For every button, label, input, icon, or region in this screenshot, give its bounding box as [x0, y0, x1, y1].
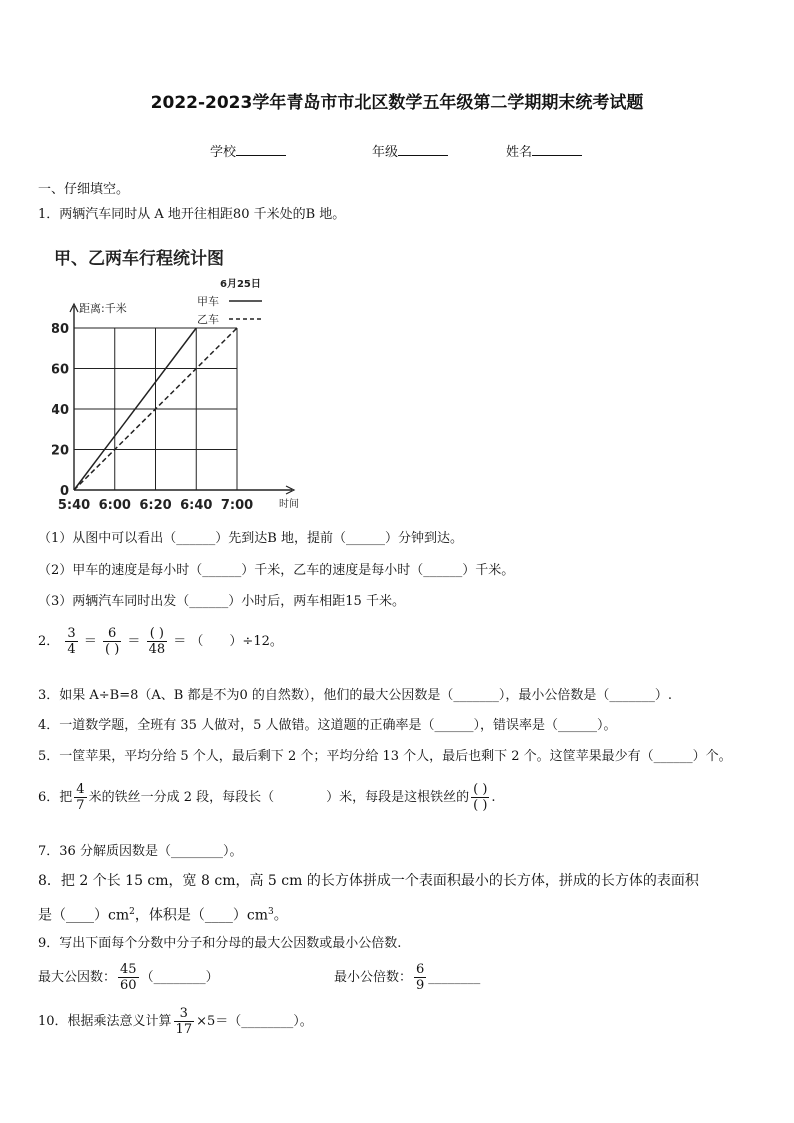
q10-fraction: $\frac{3}{17}$	[175, 1006, 193, 1037]
q8-part-b: ，体积是（____）cm	[134, 907, 268, 924]
q9-gcd-label: 最大公因数：	[38, 970, 117, 985]
page-title: 2022-2023学年青岛市市北区数学五年级第二学期期末统考试题	[150, 93, 644, 113]
q2-equals-1: ＝	[83, 634, 97, 649]
x-tick-label-0: 5:40	[57, 498, 91, 513]
section-heading: 一、仔细填空。	[38, 182, 130, 197]
q6-end: .	[491, 790, 496, 805]
question-10	[38, 1006, 313, 1037]
y-tick-label-40: 40	[52, 403, 69, 418]
question-5: 5．一筐苹果，平均分给 5 个人，最后剩下 2 个；平均分给 13 个人，最后也剩下 2 个。这筐苹果最少有（______）个。	[38, 749, 732, 764]
q9-lcm-blank[interactable]: ________	[428, 970, 481, 985]
school-blank[interactable]	[236, 143, 286, 156]
question-1-part-2: （2）甲车的速度是每小时（______）千米，乙车的速度是每小时（______）千米。	[38, 563, 515, 578]
chart-title: 甲、乙两车行程统计图	[54, 249, 224, 269]
q8-part-c: 。	[273, 907, 288, 924]
q8-sup-3: 3	[267, 907, 274, 917]
x-tick-label-2: 6:20	[139, 498, 172, 513]
grade-field[interactable]	[372, 141, 448, 160]
q2-tail: （ ）÷12。	[190, 634, 283, 649]
chart-svg	[52, 246, 312, 516]
question-1-part-1: （1）从图中可以看出（______）先到达B 地，提前（______）分钟到达。	[38, 531, 463, 546]
grade-blank[interactable]	[398, 143, 448, 156]
y-tick-label-20: 20	[52, 443, 69, 459]
name-field[interactable]	[506, 141, 582, 160]
q2-fraction-3: $\frac{( )}{48}$	[148, 626, 166, 657]
chart-date: 6月25日	[220, 279, 261, 290]
q10-tail: ×5＝（________）。	[196, 1014, 313, 1029]
school-label: 学校	[210, 145, 237, 160]
grade-label: 年级	[372, 145, 399, 160]
y-tick-label-80: 80	[52, 322, 69, 337]
question-8-line-2	[38, 904, 288, 924]
legend-label-1: 甲车	[197, 295, 219, 308]
q9-lcm-label: 最小公倍数：	[334, 970, 413, 985]
q8-part-a: 是（____）cm	[38, 907, 130, 924]
q2-fraction-2: $\frac{6}{( )}$	[105, 626, 120, 657]
travel-chart	[52, 246, 312, 516]
q6-prefix: 6．把	[38, 790, 73, 805]
y-tick-label-60: 60	[52, 362, 69, 378]
legend-label-2: 乙车	[197, 313, 219, 326]
q10-prefix: 10．根据乘法意义计算	[38, 1014, 172, 1029]
q6-answer-fraction[interactable]: $\frac{( )}{( )}$	[473, 782, 488, 813]
question-3: 3．如果 A÷B=8（A、B 都是不为0 的自然数），他们的最大公因数是（_______），最小公倍数是（_______）.	[38, 688, 673, 703]
y-tick-label-0: 0	[59, 484, 69, 499]
q2-number: 2．	[38, 634, 60, 649]
question-2	[38, 626, 283, 657]
q2-fraction-1: $\frac{3}{4}$	[67, 626, 76, 657]
q2-equals-2: ＝	[127, 634, 141, 649]
q9-gcd-blank[interactable]: （________）	[140, 970, 219, 985]
q2-equals-3: ＝	[173, 634, 187, 649]
question-7: 7．36 分解质因数是（________）。	[38, 844, 243, 859]
q8-sup-2: 2	[129, 907, 135, 917]
y-axis-label: 距离:千米	[79, 302, 127, 315]
x-tick-label-4: 7:00	[220, 498, 254, 513]
name-blank[interactable]	[532, 143, 582, 156]
x-tick-label-1: 6:00	[98, 498, 131, 513]
question-4: 4．一道数学题，全班有 35 人做对，5 人做错。这道题的正确率是（______），错误率是（______）。	[38, 718, 617, 733]
question-6	[38, 782, 496, 813]
q6-fraction: $\frac{4}{7}$	[76, 782, 85, 813]
school-field[interactable]	[210, 141, 286, 160]
question-9: 9．写出下面每个分数中分子和分母的最大公因数或最小公倍数.	[38, 936, 402, 951]
question-1: 1．两辆汽车同时从 A 地开往相距80 千米处的B 地。	[38, 207, 346, 222]
name-label: 姓名	[506, 145, 533, 160]
x-tick-label-3: 6:40	[180, 498, 213, 513]
x-axis-label: 时间	[279, 499, 299, 510]
q9-gcd-fraction: $\frac{45}{60}$	[120, 962, 137, 993]
question-8-line-1: 8．把 2 个长 15 cm，宽 8 cm，高 5 cm 的长方体拼成一个表面积最小的长方体，拼成的长方体的表面积	[38, 873, 699, 889]
question-1-part-3: （3）两辆汽车同时出发（______）小时后，两车相距15 千米。	[38, 594, 405, 609]
q9-lcm-fraction: $\frac{6}{9}$	[416, 962, 425, 993]
q9-lcm-row	[334, 962, 480, 993]
q9-gcd-row	[38, 962, 219, 993]
q6-middle: 米的铁丝一分成 2 段，每段长（ ）米，每段是这根铁丝的	[88, 790, 470, 805]
